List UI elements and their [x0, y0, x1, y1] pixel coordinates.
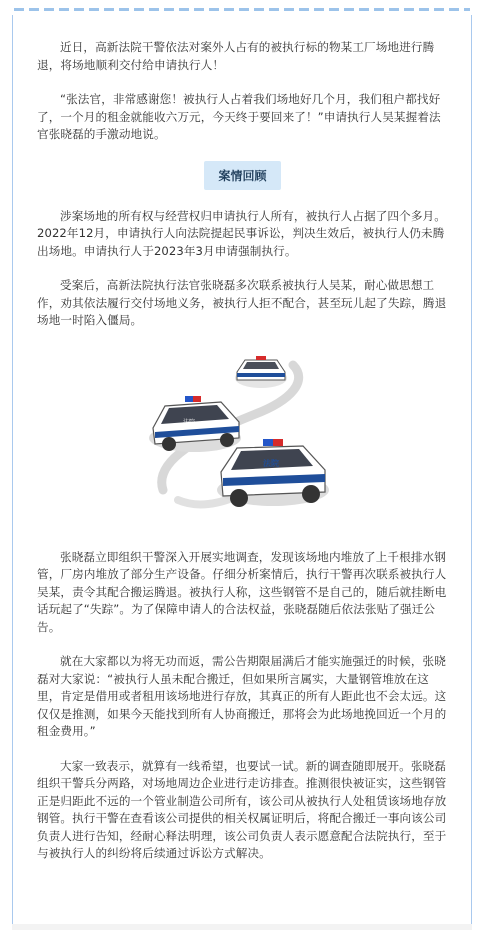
paragraph-initial-contact: 受案后，高新法院执行法官张晓磊多次联系被执行人吴某，耐心做思想工作，劝其依法履行交付场地义务，被执行人拒不配合，甚至玩儿起了失踪，腾退场地一时陷入僵局。 — [37, 278, 447, 327]
illustration-svg — [143, 340, 343, 535]
paragraph-intro: 近日，高新法院干警依法对案外人占有的被执行标的物某工厂场地进行腾退，将场地顺利交付给申请执行人！ — [37, 40, 435, 72]
article-body — [37, 39, 448, 863]
police-cars-illustration — [37, 340, 448, 535]
car-label-right: 法院 — [262, 458, 279, 468]
top-dashed-border — [14, 8, 470, 11]
section-heading: 案情回顾 — [204, 161, 280, 190]
bottom-bar — [12, 924, 472, 930]
paragraph-judge-speech: 就在大家都以为将无功而返，需公告期限届满后才能实施强迁的时候，张晓磊对大家说：“被执行人虽未配合搬迁，但如果所言属实，大量钢管堆放在这里，肯定是借用或者租用该场地进行存放，其真正的所有人距此也不会太远。这仅仅是推测，如果今天能找到所有人协商搬迁，那将会为此场地挽回近一个月的租金费用。” — [37, 654, 447, 738]
police-car-right — [217, 439, 329, 507]
car-label-left: 法院 — [182, 418, 195, 426]
paragraph-background: 涉案场地的所有权与经营权归申请执行人所有，被执行人占据了四个多月。2022年12月，申请执行人向法院提起民事诉讼，判决生效后，被执行人仍未腾出场地。申请执行人于2023年3月申请强制执行。 — [37, 208, 446, 258]
police-car-left — [149, 396, 241, 452]
paragraph-investigation: 张晓磊立即组织干警深入开展实地调查，发现该场地内堆放了上千根排水钢管，厂房内堆放了部分生产设备。仔细分析案情后，执行干警再次联系被执行人吴某，责令其配合搬运腾退。被执行人称，这些钢管不是自己的，随后就挂断电话玩起了“失踪”。为了保障申请人的合法权益，张晓磊随后依法张贴了强迁公告。 — [37, 549, 447, 634]
police-car-small — [235, 356, 287, 388]
paragraph-quote: “张法官，非常感谢您！被执行人占着我们场地好几个月，我们租户都找好了，一个月的租金就能收六万元，今天终于要回来了！”申请执行人吴某握着法官张晓磊的手激动地说。 — [37, 92, 441, 141]
paragraph-resolution: 大家一致表示，就算有一线希望，也要试一试。新的调查随即展开。张晓磊组织干警兵分两路，对场地周边企业进行走访排查。推测很快被证实，这些钢管正是归距此不远的一个管业制造公司所有，该公司从被执行人处租赁该场地存放钢管。执行干警在查看该公司提供的相关权属证明后，将配合搬迁一事向该公司负责人进行告知，经耐心释法明理，该公司负责人表示愿意配合法院执行，至于与被执行人的纠纷将后续通过诉讼方式解决。 — [37, 758, 447, 860]
